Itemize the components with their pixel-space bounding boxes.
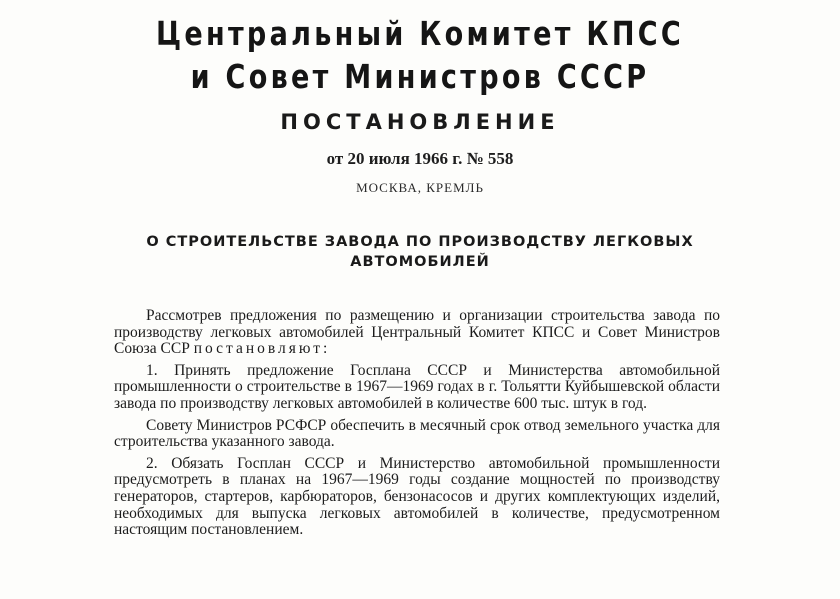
issuer-line-2: и Совет Министров СССР bbox=[190, 57, 650, 96]
preamble-text: Рассмотрев предложения по размещению и организации строительства завода по производству легковых автомобилей Центральный Комитет КПСС и Совет Министров Союза ССР bbox=[114, 307, 720, 358]
preamble-paragraph bbox=[114, 308, 720, 358]
subject-line-1: О СТРОИТЕЛЬСТВЕ ЗАВОДА ПО ПРОИЗВОДСТВУ ЛЕГКОВЫХ bbox=[146, 234, 694, 250]
resolve-word: постановляют: bbox=[193, 340, 331, 358]
date-and-number: от 20 июля 1966 г. № 558 bbox=[326, 149, 514, 168]
issuer-line-1: Центральный Комитет КПСС bbox=[155, 14, 685, 53]
document-type-title: ПОСТАНОВЛЕНИЕ bbox=[280, 110, 560, 134]
item-1-continuation-paragraph: Совету Министров РСФСР обеспечить в месячный срок отвод земельного участка для строительства указанного завода. bbox=[114, 416, 720, 451]
subject-line-2: АВТОМОБИЛЕЙ bbox=[350, 254, 490, 270]
item-2-paragraph: 2. Обязать Госплан СССР и Министерство автомобильной промышленности предусмотреть в планах на 1967—1969 годы создание мощностей по производству генераторов, стартеров, карбюраторов, бензонасосов и других комплектующих изделий, необходимых для выпуска легковых автомобилей в количестве, предусмотренном настоящим постановлением. bbox=[114, 454, 720, 539]
resolution-subject bbox=[100, 232, 740, 272]
place-of-issue: МОСКВА, КРЕМЛЬ bbox=[356, 180, 484, 195]
item-1-paragraph: 1. Принять предложение Госплана СССР и Министерства автомобильной промышленности о строительстве в 1967—1969 годах в г. Тольятти Куйбышевской области завода по производству легковых автомобилей в количестве 600 тыс. штук в год. bbox=[114, 361, 720, 412]
document-body bbox=[114, 308, 720, 544]
